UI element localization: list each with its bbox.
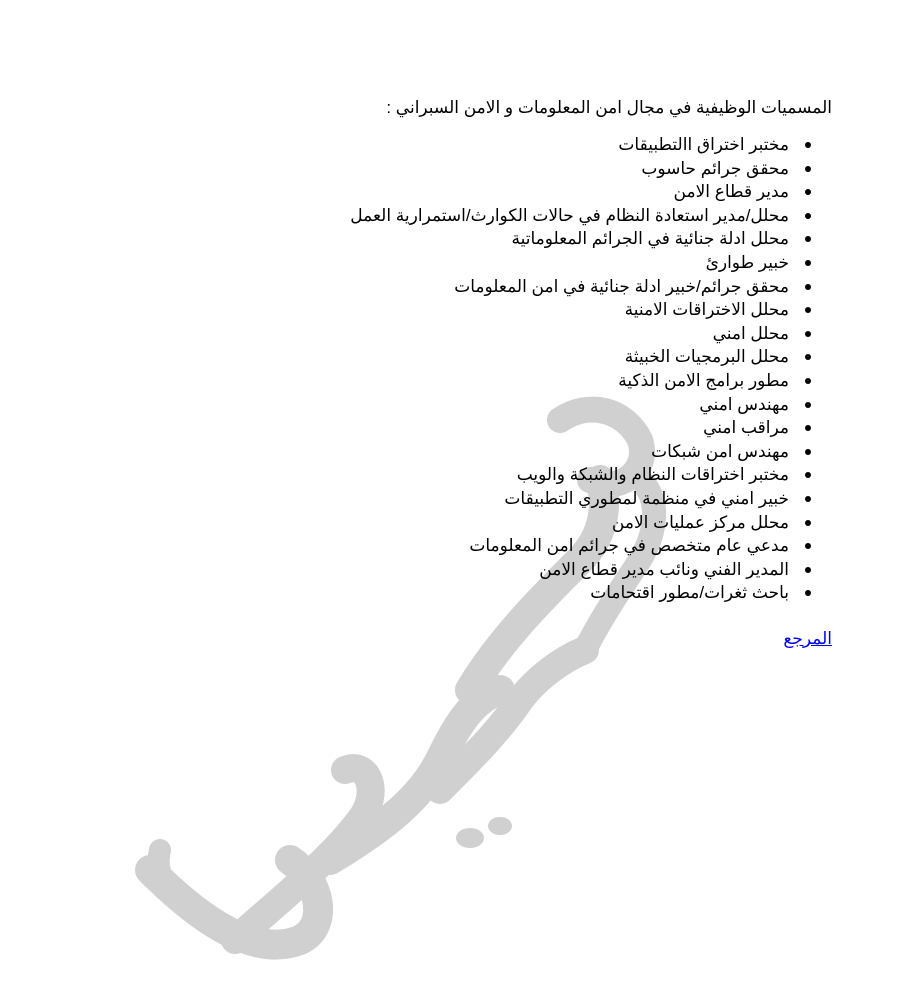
bullet-icon — [805, 236, 811, 242]
job-titles-list — [132, 133, 832, 605]
list-item-text: محلل/مدير استعادة النظام في حالات الكوارث/استمرارية العمل — [350, 205, 789, 225]
bullet-icon — [805, 520, 811, 526]
bullet-icon — [805, 567, 811, 573]
list-item — [132, 180, 811, 204]
list-item — [132, 298, 811, 322]
list-item-text: محلل امني — [712, 323, 789, 343]
list-item — [132, 463, 811, 487]
document-body — [132, 96, 832, 649]
bullet-icon — [805, 449, 811, 455]
list-item-text: مراقب امني — [703, 418, 789, 438]
bullet-icon — [805, 472, 811, 478]
list-item-text: مطور برامج الامن الذكية — [618, 370, 789, 390]
bullet-icon — [805, 354, 811, 360]
list-item-text: مهندس امني — [699, 394, 789, 414]
list-item — [132, 487, 811, 511]
bullet-icon — [805, 166, 811, 172]
list-item-text: محلل الاختراقات الامنية — [624, 300, 789, 320]
bullet-icon — [805, 425, 811, 431]
list-item-text: خبير طوارئ — [705, 252, 789, 272]
list-item — [132, 133, 811, 157]
list-item — [132, 369, 811, 393]
reference-link[interactable]: المرجع — [783, 628, 832, 648]
list-item — [132, 511, 811, 535]
bullet-icon — [805, 260, 811, 266]
list-item — [132, 322, 811, 346]
list-item-text: مدير قطاع الامن — [673, 182, 789, 202]
list-item-text: مختبر اختراقات النظام والشبكة والويب — [516, 465, 789, 485]
list-item-text: محقق جرائم حاسوب — [641, 158, 789, 178]
bullet-icon — [805, 378, 811, 384]
list-item-text: محلل مركز عمليات الامن — [611, 512, 789, 532]
list-item — [132, 275, 811, 299]
list-item-text: محلل ادلة جنائية في الجرائم المعلوماتية — [511, 229, 789, 249]
list-item — [132, 416, 811, 440]
list-item — [132, 204, 811, 228]
bullet-icon — [805, 402, 811, 408]
bullet-icon — [805, 307, 811, 313]
bullet-icon — [805, 496, 811, 502]
list-item — [132, 251, 811, 275]
list-item-text: مدعي عام متخصص في جرائم امن المعلومات — [469, 536, 789, 556]
list-item-text: محقق جرائم/خبير ادلة جنائية في امن المعلومات — [454, 276, 789, 296]
page-heading: المسميات الوظيفية في مجال امن المعلومات و الامن السبراني : — [386, 98, 832, 117]
list-item — [132, 581, 811, 605]
bullet-icon — [805, 331, 811, 337]
bullet-icon — [805, 189, 811, 195]
list-item — [132, 345, 811, 369]
list-item-text: محلل البرمجيات الخبيثة — [624, 347, 789, 367]
bullet-icon — [805, 142, 811, 148]
list-item-text: مهندس امن شبكات — [651, 441, 789, 461]
bullet-icon — [805, 284, 811, 290]
list-item-text: باحث ثغرات/مطور اقتحامات — [590, 583, 789, 603]
bullet-icon — [805, 213, 811, 219]
list-item — [132, 227, 811, 251]
list-item — [132, 440, 811, 464]
list-item-text: المدير الفني ونائب مدير قطاع الامن — [539, 559, 789, 579]
bullet-icon — [805, 543, 811, 549]
list-item — [132, 558, 811, 582]
list-item — [132, 534, 811, 558]
list-item-text: مختبر اختراق االتطبيقات — [618, 135, 789, 154]
list-item — [132, 393, 811, 417]
list-item — [132, 157, 811, 181]
list-item-text: خبير امني في منظمة لمطوري التطبيقات — [504, 488, 789, 508]
bullet-icon — [805, 590, 811, 596]
